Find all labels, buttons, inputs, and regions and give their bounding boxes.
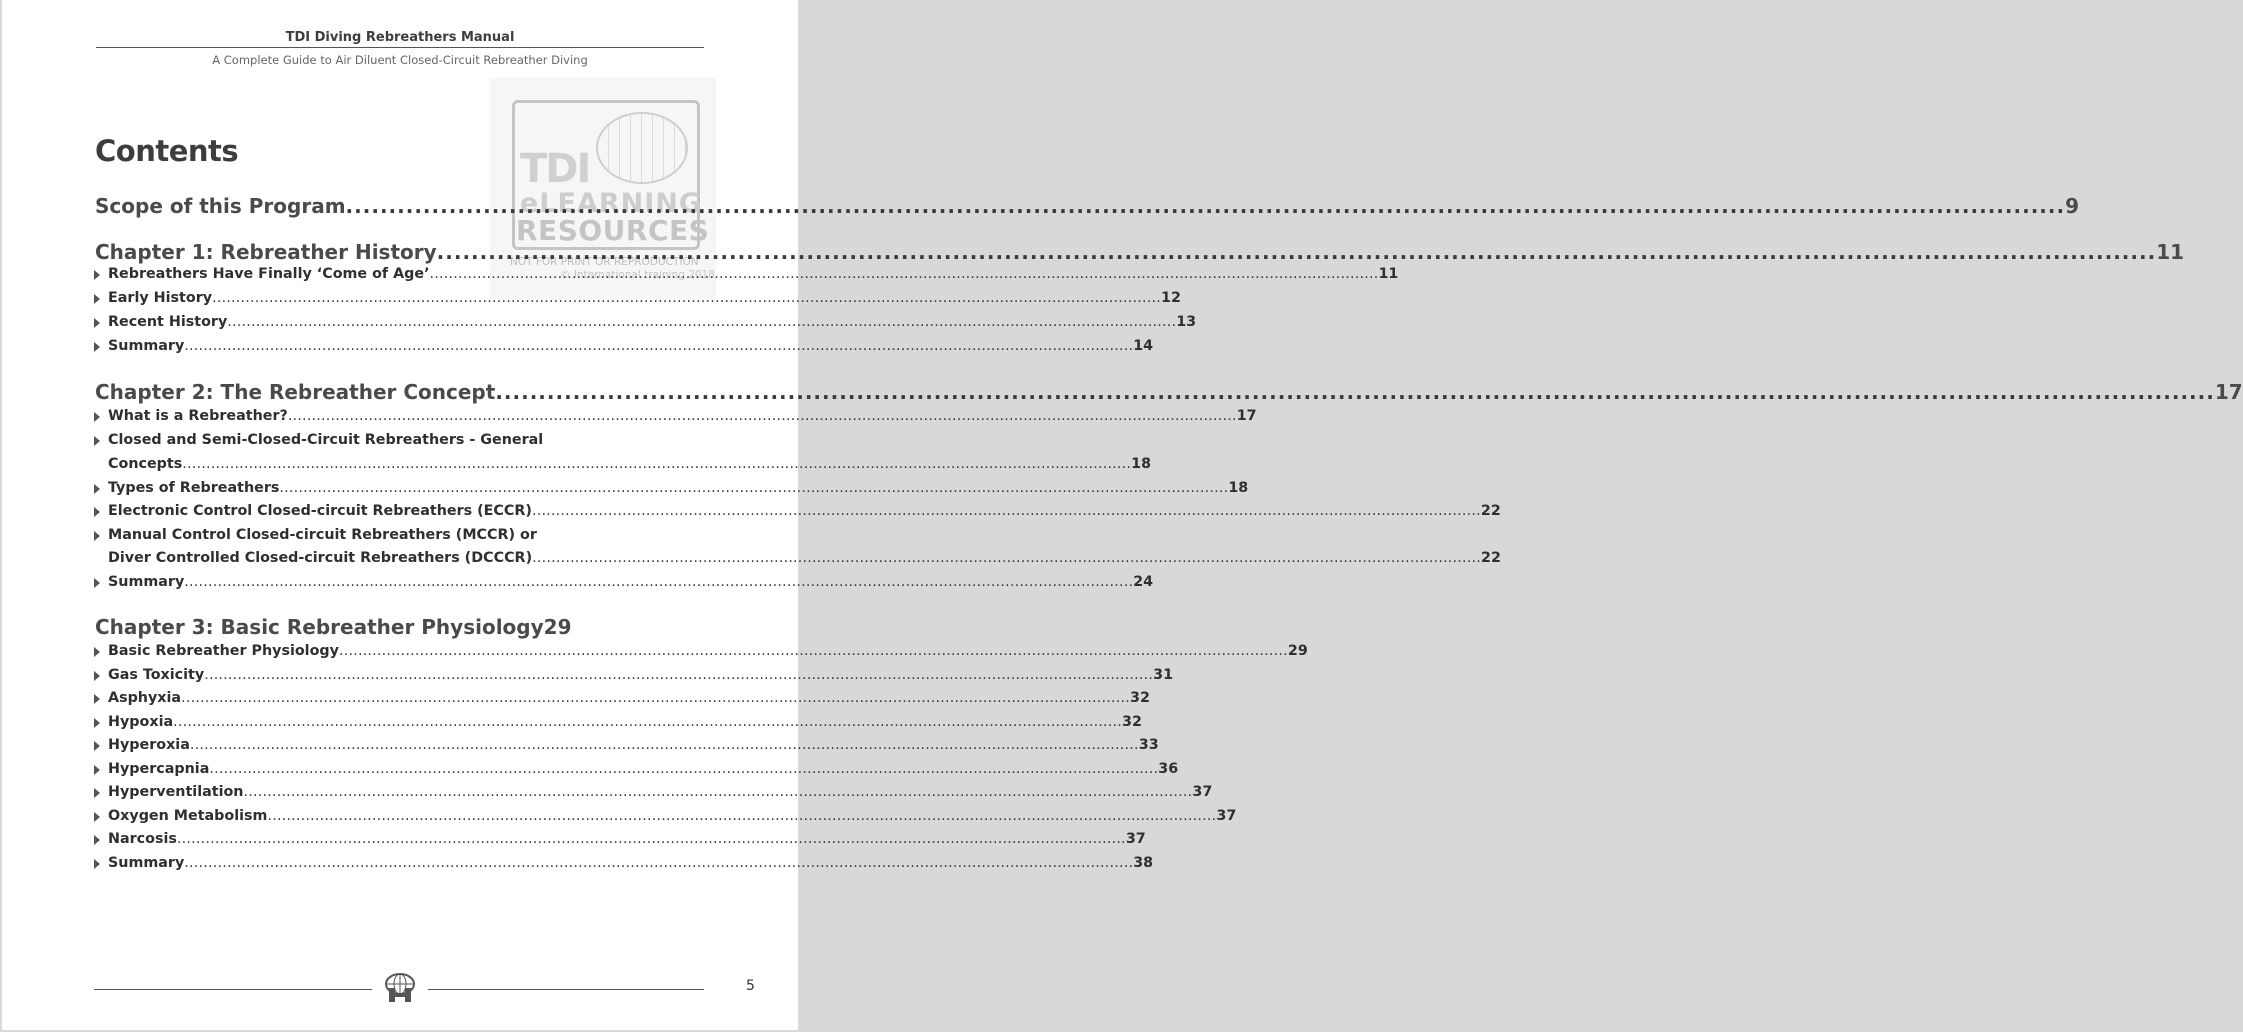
entry-page: 14	[1133, 338, 1154, 354]
dot-leader	[495, 380, 2215, 404]
entry-page: 37	[1125, 831, 1146, 847]
entry-page: 38	[1133, 855, 1154, 871]
bullet-icon	[94, 531, 101, 542]
entry-label: Gas Toxicity	[108, 667, 205, 683]
entry-page: 29	[1287, 643, 1308, 659]
watermark-notice: NOT FOR PRINT OR REPRODUCTION	[510, 256, 699, 268]
toc-entry[interactable]	[108, 290, 1181, 306]
toc-entry[interactable]	[108, 480, 1249, 496]
dot-leader	[177, 831, 1126, 847]
entry-label: Hyperventilation	[108, 784, 244, 800]
toc-entry[interactable]	[108, 808, 1237, 824]
dot-leader	[267, 808, 1216, 824]
entry-page: 18	[1228, 480, 1249, 496]
bullet-icon	[94, 812, 101, 823]
entry-label: Hyperoxia	[108, 737, 190, 753]
chapter-page: 29	[543, 615, 572, 639]
entry-label[interactable]: Manual Control Closed-circuit Rebreathers (MCCR) or	[108, 527, 537, 543]
entry-page: 37	[1216, 808, 1237, 824]
toc-entry[interactable]	[108, 690, 1150, 706]
entry-page: 22	[1481, 550, 1501, 566]
dot-leader	[184, 855, 1133, 871]
bullet-icon	[94, 294, 101, 305]
entry-label: Summary	[108, 338, 185, 354]
bullet-icon	[94, 412, 101, 423]
running-header-title: TDI Diving Rebreathers Manual	[285, 30, 515, 45]
toc-entry[interactable]	[108, 338, 1154, 354]
dot-leader	[532, 550, 1481, 566]
entry-label-continued: Concepts	[108, 456, 183, 472]
toc-entry[interactable]	[108, 855, 1154, 871]
dot-leader	[243, 784, 1192, 800]
chapter-title: Chapter 1: Rebreather History	[95, 240, 437, 264]
bullet-icon	[94, 484, 101, 495]
dot-leader	[430, 266, 1379, 282]
entry-page: 24	[1133, 574, 1154, 590]
bullet-icon	[94, 342, 101, 353]
toc-entry[interactable]	[108, 550, 1501, 566]
entry-label: Oxygen Metabolism	[108, 808, 268, 824]
toc-entry[interactable]	[108, 503, 1501, 519]
watermark-logo-text: TDI	[520, 146, 590, 192]
toc-entry[interactable]	[108, 784, 1213, 800]
toc-entry[interactable]	[108, 643, 1308, 659]
toc-entry[interactable]	[108, 761, 1179, 777]
dot-leader	[212, 290, 1161, 306]
entry-label: Hypoxia	[108, 714, 174, 730]
page-title: Contents	[95, 134, 239, 168]
toc-entry[interactable]	[108, 831, 1146, 847]
entry-page: 32	[1122, 714, 1142, 730]
footer-rule-right	[428, 989, 704, 990]
bullet-icon	[94, 694, 101, 705]
toc-entry[interactable]	[108, 456, 1152, 472]
entry-label: Recent History	[108, 314, 228, 330]
entry-page: 17	[1236, 408, 1257, 424]
toc-entry[interactable]	[108, 667, 1174, 683]
entry-label: What is a Rebreather?	[108, 408, 288, 424]
entry-label: Narcosis	[108, 831, 177, 847]
entry-page: 33	[1138, 737, 1159, 753]
entry-page: 37	[1192, 784, 1213, 800]
toc-entry[interactable]	[108, 737, 1159, 753]
entry-label: Hypercapnia	[108, 761, 210, 777]
chapter-title: Chapter 3: Basic Rebreather Physiology	[95, 615, 544, 639]
bullet-icon	[94, 741, 101, 752]
dot-leader	[346, 194, 2066, 218]
entry-page: 18	[1131, 456, 1152, 472]
dot-leader	[532, 503, 1481, 519]
dot-leader	[209, 761, 1158, 777]
chapter-page: 11	[2156, 240, 2185, 264]
chapter-title: Chapter 2: The Rebreather Concept	[95, 380, 496, 404]
dot-leader	[184, 574, 1133, 590]
bullet-icon	[94, 671, 101, 682]
entry-label: Early History	[108, 290, 213, 306]
dot-leader	[190, 737, 1139, 753]
bullet-icon	[94, 718, 101, 729]
dot-leader	[279, 480, 1228, 496]
entry-label: Types of Rebreathers	[108, 480, 280, 496]
dot-leader	[181, 690, 1130, 706]
toc-entry[interactable]	[108, 408, 1257, 424]
bullet-icon	[94, 788, 101, 799]
toc-scope-label: Scope of this Program	[95, 194, 346, 218]
watermark-line1: eLEARNING	[520, 188, 703, 219]
dot-leader	[184, 338, 1133, 354]
tdi-globe-logo-icon	[380, 972, 420, 1004]
entry-label: Rebreathers Have Finally ‘Come of Age’	[108, 266, 430, 282]
entry-label: Summary	[108, 855, 185, 871]
footer-rule-left	[94, 989, 372, 990]
toc-entry[interactable]	[108, 714, 1142, 730]
dot-leader	[437, 240, 2157, 264]
watermark-line2: RESOURCES	[516, 214, 710, 247]
dot-leader	[339, 643, 1288, 659]
bullet-icon	[94, 270, 101, 281]
toc-chapter[interactable]	[95, 615, 572, 639]
entry-page: 11	[1378, 266, 1399, 282]
watermark-copyright: © International training 2018	[560, 269, 715, 281]
bullet-icon	[94, 765, 101, 776]
bullet-icon	[94, 647, 101, 658]
entry-page: 12	[1161, 290, 1181, 306]
page-number: 5	[746, 978, 755, 994]
bullet-icon	[94, 436, 101, 447]
entry-label: Electronic Control Closed-circuit Rebreathers (ECCR)	[108, 503, 532, 519]
dot-leader	[288, 408, 1237, 424]
dot-leader	[227, 314, 1176, 330]
bullet-icon	[94, 507, 101, 518]
entry-page: 31	[1153, 667, 1174, 683]
entry-label-continued: Diver Controlled Closed-circuit Rebreathers (DCCCR)	[108, 550, 533, 566]
bullet-icon	[94, 318, 101, 329]
bullet-icon	[94, 578, 101, 589]
dot-leader	[182, 456, 1131, 472]
header-rule	[96, 47, 704, 48]
dot-leader	[204, 667, 1153, 683]
toc-entry[interactable]	[108, 314, 1197, 330]
entry-label: Summary	[108, 574, 185, 590]
bullet-icon	[94, 859, 101, 870]
entry-label: Basic Rebreather Physiology	[108, 643, 339, 659]
globe-icon	[596, 112, 688, 184]
toc-scope-page: 9	[2065, 194, 2079, 218]
entry-page: 32	[1130, 690, 1150, 706]
chapter-page: 17	[2214, 380, 2243, 404]
toc-entry[interactable]	[108, 574, 1154, 590]
running-header-subtitle: A Complete Guide to Air Diluent Closed-Circuit Rebreather Diving	[212, 53, 588, 67]
entry-label[interactable]: Closed and Semi-Closed-Circuit Rebreathers - General	[108, 432, 544, 448]
entry-page: 13	[1176, 314, 1197, 330]
entry-page: 22	[1480, 503, 1501, 519]
entry-label: Asphyxia	[108, 690, 182, 706]
entry-page: 36	[1158, 761, 1179, 777]
dot-leader	[173, 714, 1122, 730]
toc-chapter[interactable]	[95, 380, 2243, 404]
bullet-icon	[94, 835, 101, 846]
